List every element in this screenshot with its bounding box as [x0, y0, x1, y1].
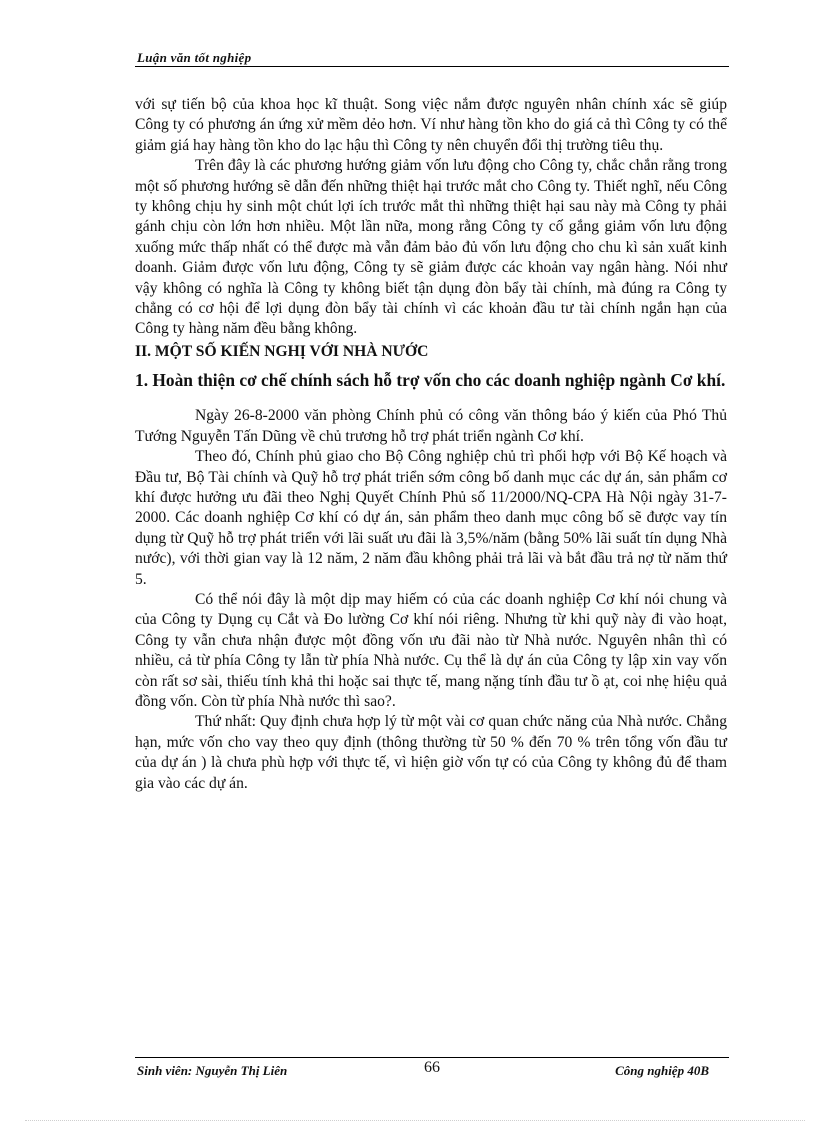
paragraph-2: Theo đó, Chính phủ giao cho Bộ Công nghiệp chủ trì phối hợp với Bộ Kế hoạch và Đầu tư, Bộ Tài chính và Quỹ hỗ trợ phát triển sớm công bố danh mục các dự án, sản phẩm cơ khí được hưởng ưu đãi theo Nghị Quyết Chính Phủ số 11/2000/NQ-CPA Hà Nội ngày 31-7-2000. Các doanh nghiệp Cơ khí có dự án, sản phẩm theo danh mục công bố sẽ được vay tín dụng từ Quỹ hỗ trợ phát triển với lãi suất ưu đãi là 3,5%/năm (bằng 50% lãi suất tín dụng Nhà nước), với thời gian vay là 12 năm, 2 năm đầu không phải trả lãi và bắt đầu trả nợ từ năm thứ 5. [135, 448, 727, 588]
paragraph-1: Ngày 26-8-2000 văn phòng Chính phủ có công văn thông báo ý kiến của Phó Thủ Tướng Nguyễn Tấn Dũng về chủ trương hỗ trợ phát triển ngành Cơ khí. [135, 407, 727, 445]
subsection-heading: 1. Hoàn thiện cơ chế chính sách hỗ trợ vốn cho các doanh nghiệp ngành Cơ khí. [135, 370, 726, 391]
paragraph-4: Thứ nhất: Quy định chưa hợp lý từ một vài cơ quan chức năng của Nhà nước. Chẳng hạn, mức vốn cho vay theo quy định (thông thường từ 50 % đến 70 % trên tổng vốn đầu tư của dự án ) là chưa phù hợp với thực tế, vì hiện giờ vốn tự có của Công ty không đủ để tham gia vào các dự án. [135, 713, 727, 792]
page-header [135, 50, 729, 67]
page-body [135, 95, 727, 794]
page-edge-divider [25, 1120, 805, 1121]
paragraph-continued: với sự tiến bộ của khoa học kĩ thuật. Song việc nắm được nguyên nhân chính xác sẽ giúp Công ty có phương án ứng xử mềm dẻo hơn. Ví như hàng tồn kho do giá cả thì Công ty có thể giảm giá hay hàng tồn kho do lạc hậu thì Công ty nên chuyển đổi thị trường tiêu thụ. [135, 96, 727, 154]
section-heading: II. MỘT SỐ KIẾN NGHỊ VỚI NHÀ NƯỚC [135, 342, 429, 360]
paragraph-3: Có thể nói đây là một dịp may hiếm có của các doanh nghiệp Cơ khí nói chung và của Công ty Dụng cụ Cắt và Đo lường Cơ khí nói riêng. Nhưng từ khi quỹ này đi vào hoạt, Công ty vẫn chưa nhận được một đồng vốn ưu đãi nào từ Nhà nước. Nguyên nhân thì có nhiều, cả từ phía Công ty lẫn từ phía Nhà nước. Cụ thể là dự án của Công ty lập xin vay vốn còn rất sơ sài, thiếu tính khả thi hoặc sai thực tế, mang nặng tính đầu tư ồ ạt, coi nhẹ hiệu quả đồng vốn. Còn từ phía Nhà nước thì sao?. [135, 590, 727, 710]
paragraph-summary: Trên đây là các phương hướng giảm vốn lưu động cho Công ty, chắc chắn rằng trong một số phương hướng sẽ dẫn đến những thiệt hại trước mắt cho Công ty. Thiết nghĩ, nếu Công ty không chịu hy sinh một chút lợi ích trước mắt thì những thiệt hại sau này mà Công ty phải gánh chịu còn lớn hơn nhiều. Một lần nữa, mong rằng Công ty cố gắng giảm vốn lưu động xuống mức thấp nhất có thể được mà vẫn đảm bảo đủ vốn lưu động cho chu kì sản xuất kinh doanh. Giảm được vốn lưu động, Công ty sẽ giảm được các khoản vay ngân hàng. Nói như vậy không có nghĩa là Công ty không biết tận dụng đòn bẩy tài chính, mà đúng ra Công ty chẳng có cơ hội để lợi dụng đòn bẩy tài chính vì các khoản đầu tư tài chính ngắn hạn của Công ty hàng năm đều bằng không. [135, 157, 727, 338]
page-number: 66 [424, 1059, 440, 1076]
footer-class-name: Công nghiệp 40B [615, 1063, 709, 1078]
page-footer [135, 1057, 729, 1082]
header-title: Luận văn tốt nghiệp [137, 50, 252, 65]
footer-student-name: Sinh viên: Nguyễn Thị Liên [137, 1063, 288, 1078]
